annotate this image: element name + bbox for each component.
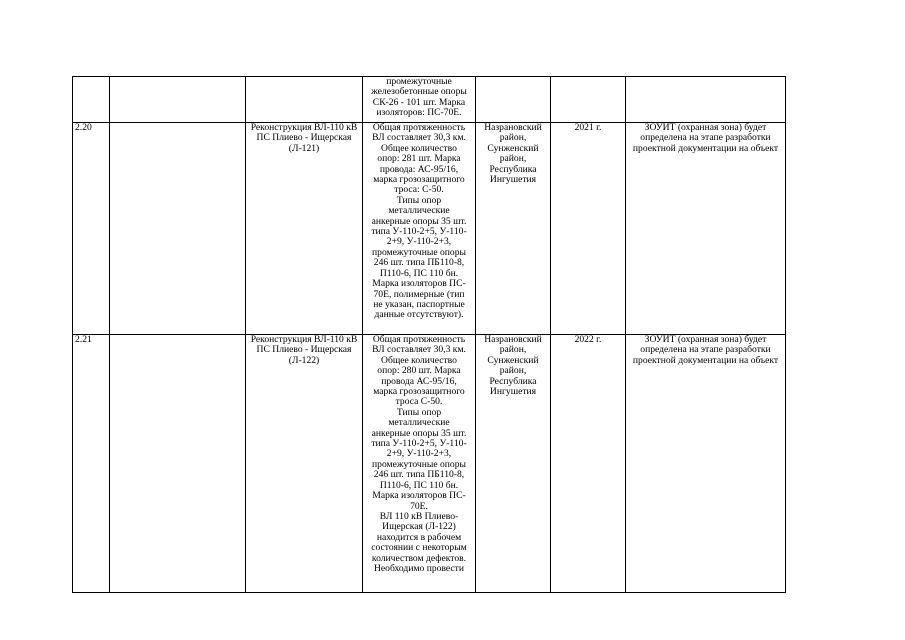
location-cell: Назрановский район, Сунженский район, Республика Ингушетия [476, 123, 551, 335]
description-line: Типы опор [396, 194, 442, 206]
description-line: СК-26 - 101 шт. Марка [372, 96, 466, 108]
row-number-cell: 2.21 [73, 335, 110, 593]
description-line: 2+9, У-110-2+3, [386, 236, 452, 248]
blank-cell [110, 123, 246, 335]
description-line: Общая протяженность [372, 122, 466, 133]
description-line: марка грозозащитного [373, 386, 465, 398]
description-line: 70Е, полимерные (тип [373, 288, 465, 300]
description-line: троса: С-50. [394, 184, 444, 196]
year-cell: 2022 г. [551, 335, 626, 593]
description-line: опор: 281 шт. Марка [377, 153, 461, 165]
table-row [73, 77, 786, 123]
row-number-cell: 2.20 [73, 123, 110, 335]
description-line: П110-6, ПС 110 бн. [379, 267, 459, 279]
description-line: 246 шт. типа ПБ110-8, [373, 469, 465, 481]
description-line: Марка изоляторов ПС- [372, 490, 466, 502]
description-line: изоляторов: ПС-70Е. [376, 107, 462, 119]
blank-cell [110, 335, 246, 593]
description-line: Необходимо провести [373, 562, 465, 574]
description-line: ВЛ 110 кВ Плиево- [379, 510, 459, 522]
description-line: промежуточные опоры [372, 458, 466, 470]
description-line: Общее количество [381, 354, 457, 366]
description-line: состоянии с некоторым [371, 542, 467, 554]
description-line: П110-6, ПС 110 бн. [379, 479, 459, 491]
object-name-cell [246, 77, 363, 123]
description-line: металлические [388, 205, 450, 217]
description-line: не указан, паспортные [373, 298, 465, 310]
description-line: Ищерская (Л-122) [382, 521, 456, 533]
year-cell: 2021 г. [551, 123, 626, 335]
description-line: провода: АС-95/16, [379, 163, 459, 175]
description-line: провода АС-95/16, [381, 375, 457, 387]
description-cell [363, 335, 476, 593]
objects-table [72, 76, 786, 593]
description-line: анкерные опоры 35 шт. [371, 427, 467, 439]
description-line: Общая протяженность [372, 334, 466, 345]
blank-cell [110, 77, 246, 123]
description-line: 2+9, У-110-2+3, [386, 448, 452, 460]
row-number-cell [73, 77, 110, 123]
description-line: типа У-110-2+5, У-110- [371, 226, 467, 238]
description-line: марка грозозащитного [373, 174, 465, 186]
description-line: металлические [388, 417, 450, 429]
description-line: Типы опор [396, 406, 442, 418]
table-body [73, 77, 786, 593]
description-line: данные отсутствуют). [374, 309, 464, 321]
description-cell [363, 123, 476, 335]
object-name-cell: Реконструкция ВЛ-110 кВ ПС Плиево - Ищерская (Л-122) [246, 335, 363, 593]
year-cell [551, 77, 626, 123]
description-line: 246 шт. типа ПБ110-8, [373, 257, 465, 269]
description-line: Марка изоляторов ПС- [372, 278, 466, 290]
protection-zone-cell: ЗОУИТ (охранная зона) будет определена на этапе разработки проектной документации на объект [626, 123, 786, 335]
description-line: Общее количество [381, 142, 457, 154]
description-cell [363, 77, 476, 123]
description-line: количеством дефектов. [371, 552, 467, 564]
object-name-cell: Реконструкция ВЛ-110 кВ ПС Плиево - Ищерская (Л-121) [246, 123, 363, 335]
description-line: ВЛ составляет 30,3 км. [372, 344, 466, 356]
description-line: троса С-50. [395, 396, 443, 408]
description-line: промежуточные опоры [372, 246, 466, 258]
table-row [73, 335, 786, 593]
description-line: анкерные опоры 35 шт. [371, 215, 467, 227]
description-line: типа У-110-2+5, У-110- [371, 438, 467, 450]
location-cell [476, 77, 551, 123]
protection-zone-cell [626, 77, 786, 123]
description-line: железобетонные опоры [371, 86, 467, 98]
description-line: промежуточные [386, 76, 452, 87]
protection-zone-cell: ЗОУИТ (охранная зона) будет определена на этапе разработки проектной документации на объект [626, 335, 786, 593]
description-line: ВЛ составляет 30,3 км. [372, 132, 466, 144]
description-line: опор: 280 шт. Марка [377, 365, 461, 377]
table-row [73, 123, 786, 335]
description-line: 70Е. [410, 500, 428, 512]
description-line: находится в рабочем [376, 531, 462, 543]
location-cell: Назрановский район, Сунженский район, Республика Ингушетия [476, 335, 551, 593]
